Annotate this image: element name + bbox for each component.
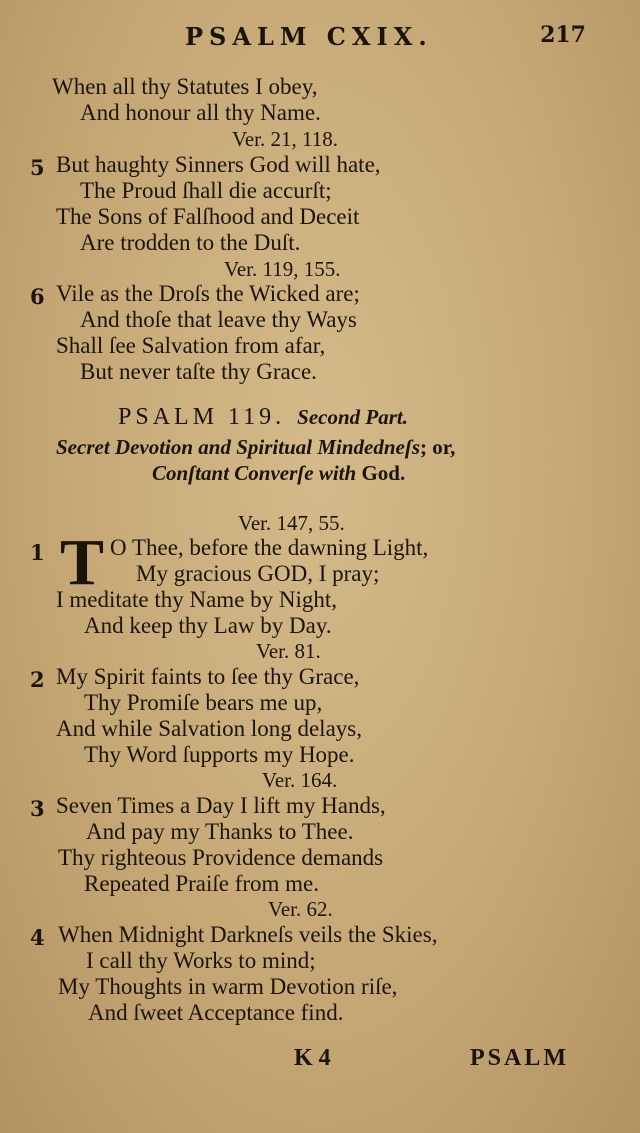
verse-reference: Ver. 21, 118. <box>232 127 338 151</box>
stanza-number: 1 <box>30 540 45 565</box>
verse-line: Repeated Praiſe from me. <box>84 871 320 896</box>
verse-line: But haughty Sinners God will hate, <box>56 152 381 177</box>
verse-line: But never taſte thy Grace. <box>80 359 317 384</box>
verse-line: And thoſe that leave thy Ways <box>80 307 357 332</box>
stanza-number: 6 <box>30 284 45 309</box>
verse-line: My Spirit faints to ſee thy Grace, <box>56 664 360 689</box>
stanza-number: 5 <box>30 155 45 180</box>
stanza-number: 2 <box>30 667 45 692</box>
verse-line: And pay my Thanks to Thee. <box>86 819 354 844</box>
psalm-label: PSALM 119. <box>118 404 286 430</box>
verse-line: Thy Promiſe bears me up, <box>84 690 323 715</box>
drop-cap: T <box>60 526 105 599</box>
verse-line: Seven Times a Day I lift my Hands, <box>56 793 386 818</box>
verse-line: When Midnight Darkneſs veils the Skies, <box>58 922 438 947</box>
page-number: 217 <box>540 22 586 48</box>
verse-line: I meditate thy Name by Night, <box>56 587 338 612</box>
page-header <box>0 22 640 54</box>
verse-line: Shall ſee Salvation from afar, <box>56 333 326 358</box>
verse-reference: Ver. 62. <box>268 897 333 921</box>
part-label: Second Part. <box>297 405 408 429</box>
verse-line: My gracious GOD, I pray; <box>136 561 380 586</box>
verse-line: Vile as the Droſs the Wicked are; <box>56 281 360 306</box>
verse-line: And while Salvation long delays, <box>56 716 362 741</box>
verse-reference: Ver. 147, 55. <box>238 511 345 535</box>
running-title: PSALM CXIX. <box>185 22 433 51</box>
verse-line: And honour all thy Name. <box>80 100 321 125</box>
verse-line: When all thy Statutes I obey, <box>52 74 318 99</box>
verse-reference: Ver. 119, 155. <box>224 257 341 281</box>
verse-line: I call thy Works to mind; <box>86 948 316 973</box>
stanza-number: 4 <box>30 925 45 950</box>
verse-line: Thy Word ſupports my Hope. <box>84 742 355 767</box>
subtitle-line: Conſtant Converſe with <box>152 461 357 485</box>
part-title <box>118 404 408 431</box>
subtitle-or: ; or, <box>420 435 456 459</box>
signature-mark: K 4 <box>294 1045 331 1071</box>
subtitle-line: Secret Devotion and Spiritual Mindedneſs <box>56 435 421 459</box>
verse-line: O Thee, before the dawning Light, <box>110 535 429 560</box>
verse-line: And keep thy Law by Day. <box>84 613 332 638</box>
verse-reference: Ver. 164. <box>262 768 338 792</box>
verse-reference: Ver. 81. <box>256 639 321 663</box>
verse-line: My Thoughts in warm Devotion riſe, <box>58 974 398 999</box>
verse-line: And ſweet Acceptance find. <box>88 1000 344 1025</box>
catchword: PSALM <box>470 1045 569 1071</box>
stanza-number: 3 <box>30 796 45 821</box>
part-subtitle <box>56 435 455 460</box>
verse-line: The Sons of Falſhood and Deceit <box>56 204 360 229</box>
verse-line: The Proud ſhall die accurſt; <box>80 178 332 203</box>
verse-line: Are trodden to the Duſt. <box>80 230 301 255</box>
subtitle-god: God. <box>361 461 406 485</box>
part-subtitle <box>152 461 405 486</box>
verse-line: Thy righteous Providence demands <box>58 845 384 870</box>
